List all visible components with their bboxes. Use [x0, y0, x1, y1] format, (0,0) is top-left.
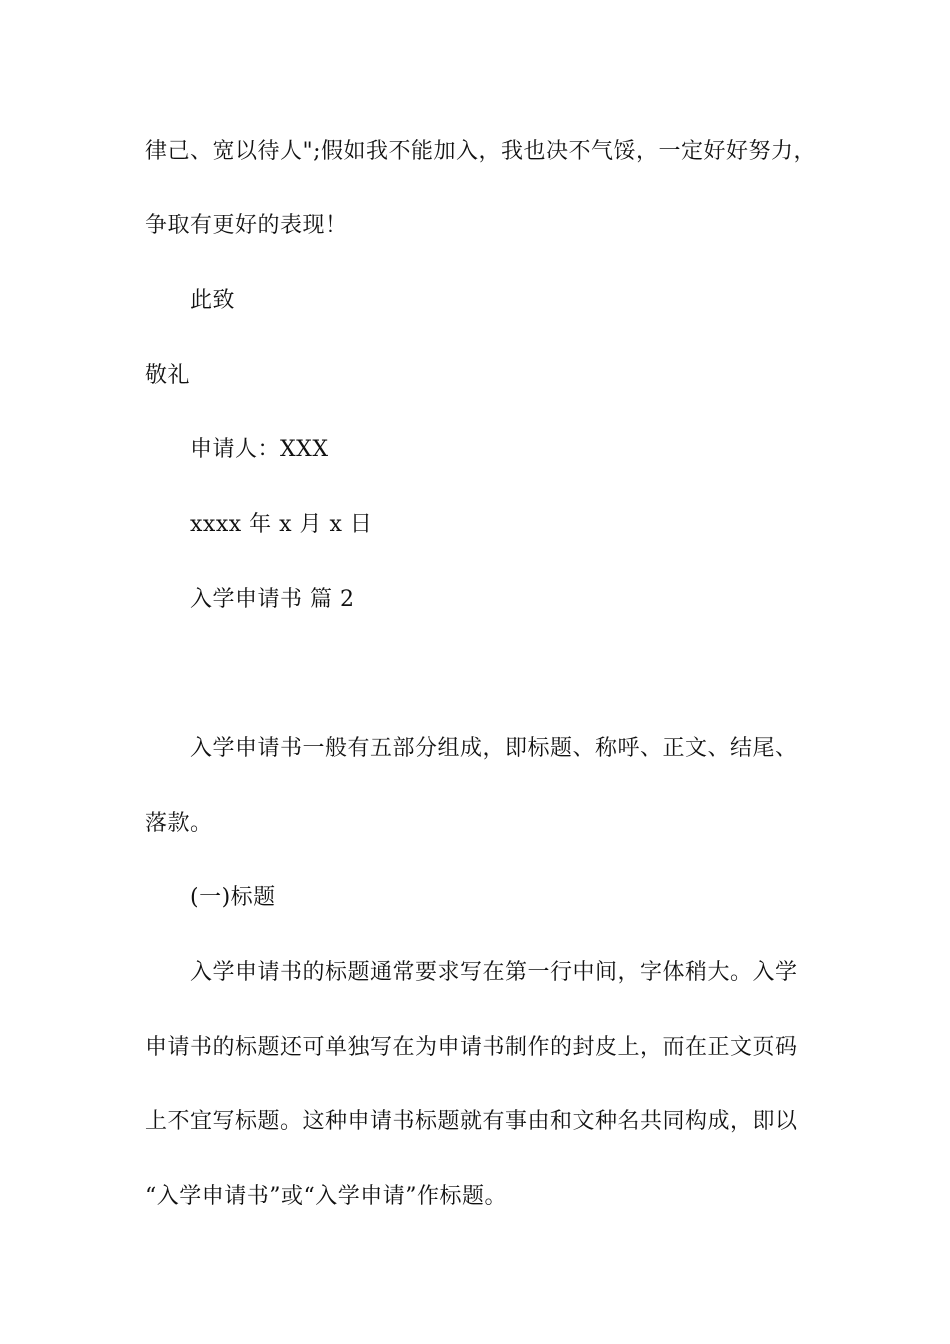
paragraph-line: 入学申请书的标题通常要求写在第一行中间，字体稍大。入学	[190, 960, 798, 985]
subsection-heading: (一)标题	[190, 885, 276, 910]
paragraph-line: “入学申请书”或“入学申请”作标题。	[145, 1184, 507, 1209]
closing-regards: 敬礼	[145, 363, 191, 388]
applicant-signature: 申请人：XXX	[190, 437, 329, 462]
paragraph-line: 申请书的标题还可单独写在为申请书制作的封皮上，而在正文页码	[145, 1035, 798, 1060]
paragraph-line: 争取有更好的表现！	[145, 213, 348, 238]
closing-salutation: 此致	[190, 288, 236, 313]
paragraph-line: 入学申请书一般有五部分组成，即标题、称呼、正文、结尾、	[190, 736, 798, 761]
paragraph-line: 上不宜写标题。这种申请书标题就有事由和文种名共同构成，即以	[145, 1109, 798, 1134]
paragraph-line: 律己、宽以待人";假如我不能加入，我也决不气馁，一定好好努力，	[145, 139, 817, 164]
paragraph-line: 落款。	[145, 811, 213, 836]
signature-date: xxxx 年 x 月 x 日	[190, 512, 373, 537]
section-heading: 入学申请书 篇 2	[190, 587, 355, 612]
